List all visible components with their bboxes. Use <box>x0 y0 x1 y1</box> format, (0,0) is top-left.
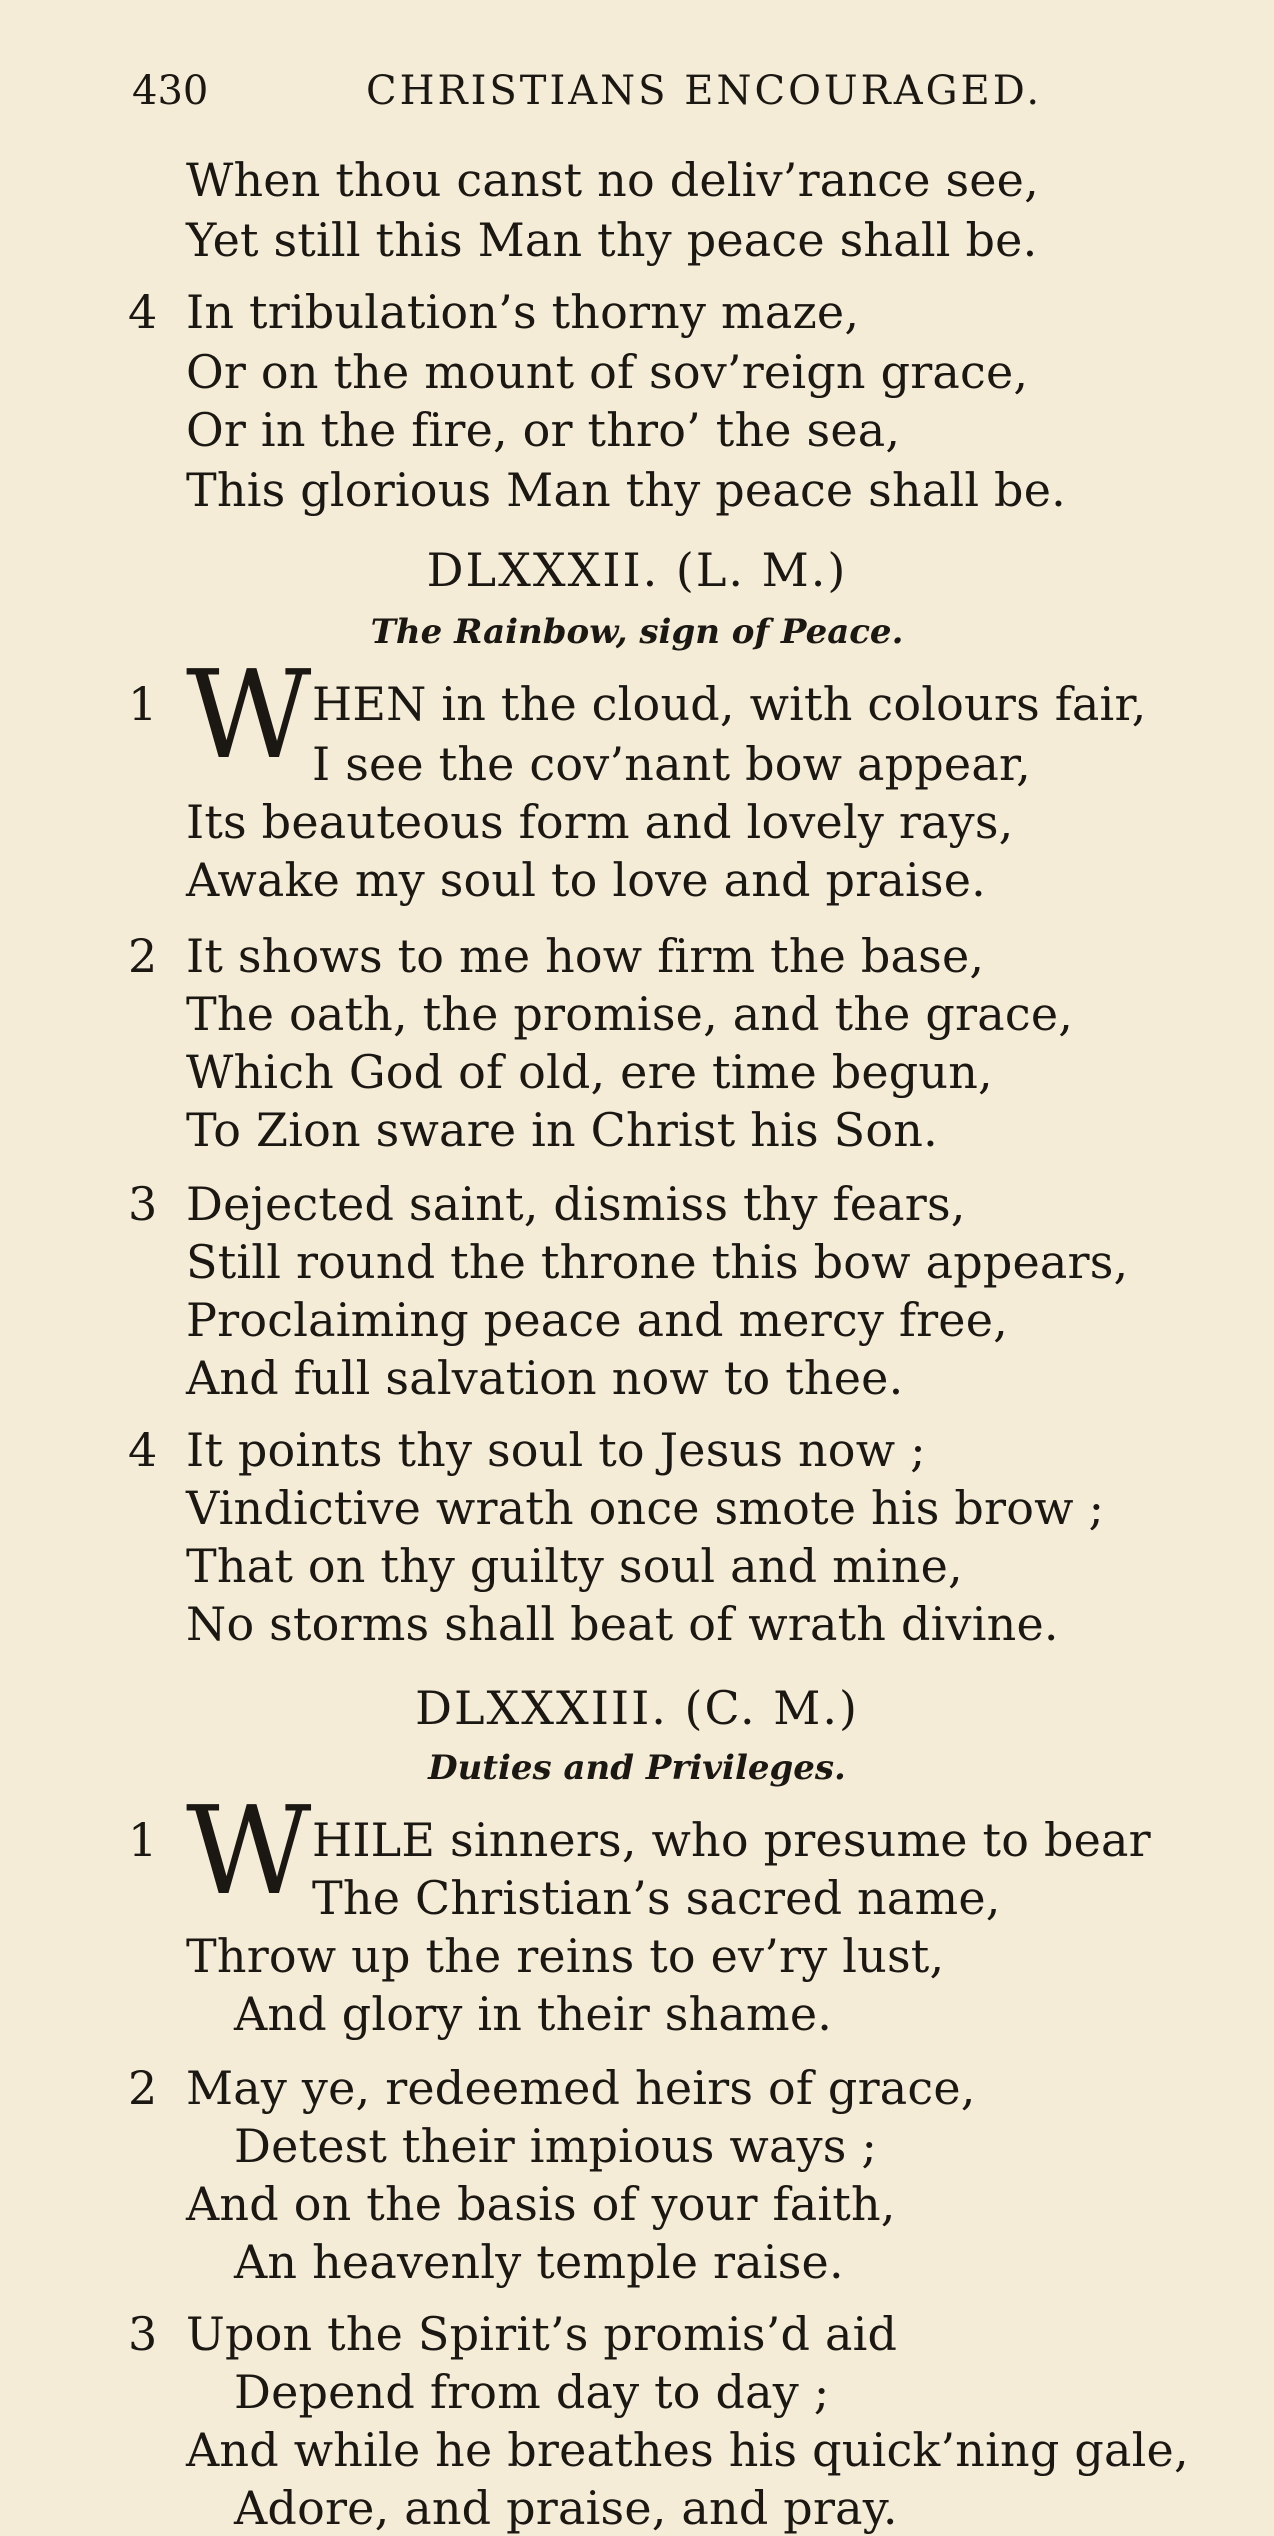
verse-number: 4 <box>128 285 158 339</box>
verse-line: To Zion sware in Christ his Son. <box>186 1103 938 1157</box>
verse-line: When thou canst no deliv’rance see, <box>186 153 1039 207</box>
verse-number: 2 <box>128 929 158 983</box>
verse-line: It shows to me how firm the base, <box>186 929 985 983</box>
verse-line: An heavenly temple raise. <box>234 2235 844 2289</box>
verse-line: The Christian’s sacred name, <box>312 1871 1001 1925</box>
verse-line: It points thy soul to Jesus now ; <box>186 1423 926 1477</box>
drop-cap: W <box>186 1780 312 1922</box>
verse-line: May ye, redeemed heirs of grace, <box>186 2061 976 2115</box>
page-number: 430 <box>132 68 209 114</box>
verse-line: That on thy guilty soul and mine, <box>186 1539 963 1593</box>
verse-line: Upon the Spirit’s promis’d aid <box>186 2307 898 2361</box>
verse-line: In tribulation’s thorny maze, <box>186 285 860 339</box>
verse-line: Dejected saint, dismiss thy fears, <box>186 1177 966 1231</box>
hymn-subtitle: The Rainbow, sign of Peace. <box>370 612 904 652</box>
verse-line: Vindictive wrath once smote his brow ; <box>186 1481 1105 1535</box>
verse-line: HEN in the cloud, with colours fair, <box>312 677 1147 731</box>
verse-line: The oath, the promise, and the grace, <box>186 987 1074 1041</box>
verse-number: 2 <box>128 2061 158 2115</box>
verse-number: 1 <box>128 1813 158 1867</box>
verse-number: 1 <box>128 677 158 731</box>
verse-line: Depend from day to day ; <box>234 2365 830 2419</box>
verse-line: Proclaiming peace and mercy free, <box>186 1293 1008 1347</box>
verse-line: And glory in their shame. <box>234 1987 833 2041</box>
hymn-subtitle: Duties and Privileges. <box>428 1748 846 1788</box>
verse-number: 4 <box>128 1423 158 1477</box>
verse-line: And on the basis of your faith, <box>186 2177 896 2231</box>
verse-line: Which God of old, ere time begun, <box>186 1045 993 1099</box>
verse-line: I see the cov’nant bow appear, <box>312 737 1031 791</box>
verse-line: HILE sinners, who presume to bear <box>312 1813 1151 1867</box>
drop-cap: W <box>186 644 312 786</box>
verse-line: Awake my soul to love and praise. <box>186 853 986 907</box>
verse-line: This glorious Man thy peace shall be. <box>186 463 1066 517</box>
verse-line: And while he breathes his quick’ning gale, <box>186 2423 1189 2477</box>
verse-line: Or on the mount of sov’reign grace, <box>186 345 1029 399</box>
verse-line: Throw up the reins to ev’ry lust, <box>186 1929 945 1983</box>
verse-line: Its beauteous form and lovely rays, <box>186 795 1014 849</box>
verse-line: Yet still this Man thy peace shall be. <box>186 213 1038 267</box>
verse-line: No storms shall beat of wrath divine. <box>186 1597 1059 1651</box>
verse-line: Or in the fire, or thro’ the sea, <box>186 403 901 457</box>
hymn-title: DLXXXII. (L. M.) <box>426 543 848 597</box>
verse-number: 3 <box>128 2307 158 2361</box>
running-head: CHRISTIANS ENCOURAGED. <box>366 68 1043 114</box>
verse-line: And full salvation now to thee. <box>186 1351 904 1405</box>
verse-line: Detest their impious ways ; <box>234 2119 878 2173</box>
verse-line: Adore, and praise, and pray. <box>234 2481 898 2535</box>
verse-number: 3 <box>128 1177 158 1231</box>
hymn-title: DLXXXIII. (C. M.) <box>415 1681 859 1735</box>
verse-line: Still round the throne this bow appears, <box>186 1235 1129 1289</box>
